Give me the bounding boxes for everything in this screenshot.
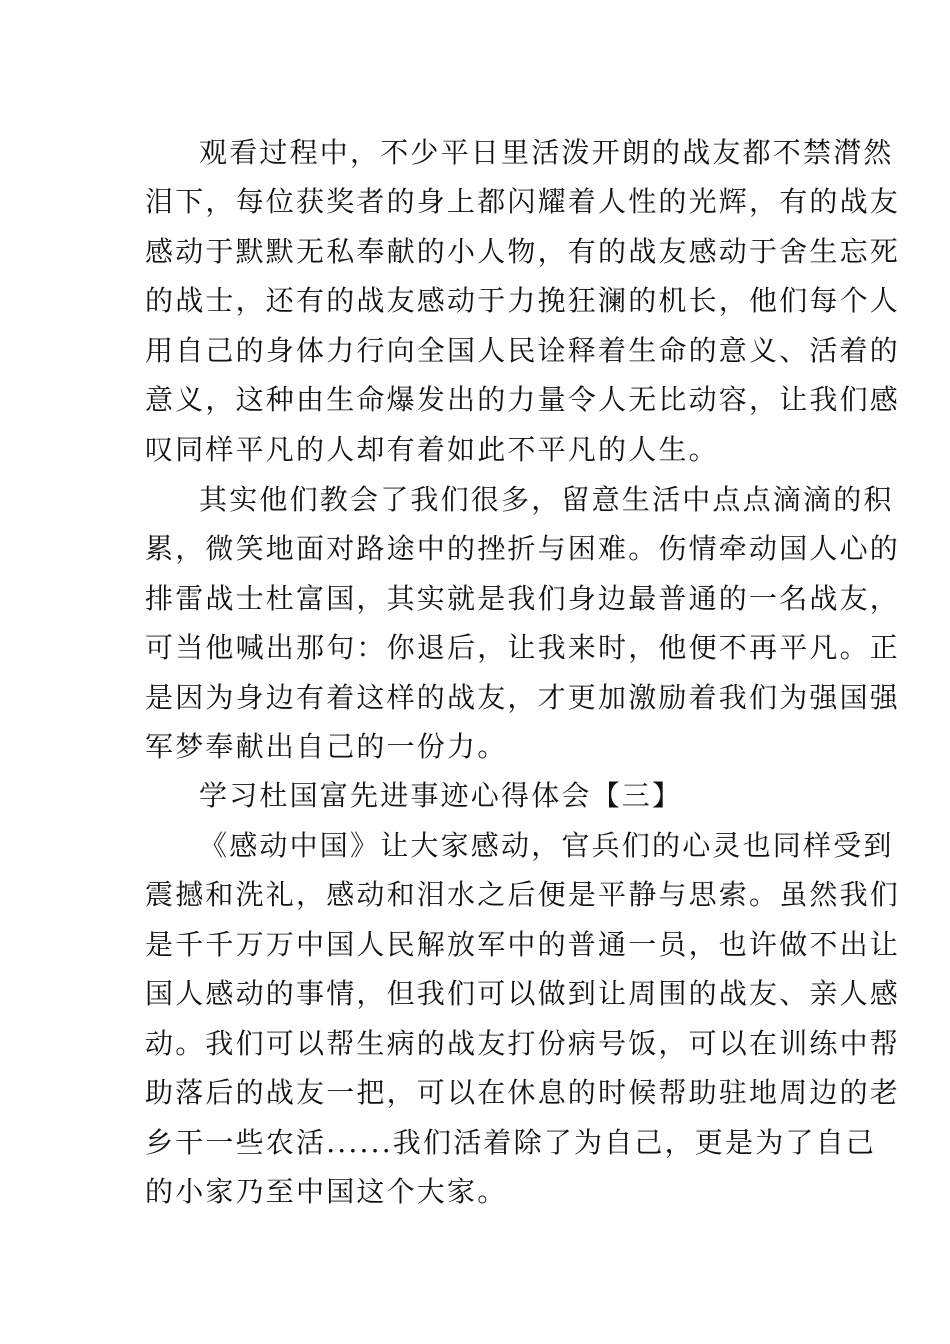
paragraph-3-line-8: 的小家乃至中国这个大家。: [145, 1175, 508, 1208]
paragraph-3-line-4: 国人感动的事情，但我们可以做到让周围的战友、亲人感: [145, 977, 901, 1010]
paragraph-1-line-7: 叹同样平凡的人却有着如此不平凡的人生。: [145, 433, 719, 466]
paragraph-2-line-3: 排雷战士杜富国，其实就是我们身边最普通的一名战友，: [145, 582, 901, 615]
paragraph-2-line-2: 累，微笑地面对路途中的挫折与困难。伤情牵动国人心的: [145, 532, 901, 565]
paragraph-1-line-4: 的战士，还有的战友感动于力挽狂澜的机长，他们每个人: [145, 284, 901, 317]
paragraph-3-line-2: 震撼和洗礼，感动和泪水之后便是平静与思索。虽然我们: [145, 878, 901, 911]
paragraph-1-line-2: 泪下，每位获奖者的身上都闪耀着人性的光辉，有的战友: [145, 185, 901, 218]
section-heading: 学习杜国富先进事迹心得体会【三】: [199, 779, 683, 812]
paragraph-3-line-6: 助落后的战友一把，可以在休息的时候帮助驻地周边的老: [145, 1076, 901, 1109]
paragraph-3-line-1: 《感动中国》让大家感动，官兵们的心灵也同样受到: [199, 829, 894, 862]
paragraph-1-line-6: 意义，这种由生命爆发出的力量令人无比动容，让我们感: [145, 383, 901, 416]
paragraph-3-line-5: 动。我们可以帮生病的战友打份病号饭，可以在训练中帮: [145, 1027, 901, 1060]
paragraph-1-line-3: 感动于默默无私奉献的小人物，有的战友感动于舍生忘死: [145, 235, 901, 268]
paragraph-3-line-7: 乡干一些农活......我们活着除了为自己，更是为了自己: [145, 1126, 877, 1159]
paragraph-2-line-4: 可当他喊出那句：你退后，让我来时，他便不再平凡。正: [145, 631, 901, 664]
paragraph-3-line-3: 是千千万万中国人民解放军中的普通一员，也许做不出让: [145, 928, 901, 961]
paragraph-2-line-6: 军梦奉献出自己的一份力。: [145, 730, 508, 763]
paragraph-2-line-1: 其实他们教会了我们很多，留意生活中点点滴滴的积: [199, 483, 894, 516]
paragraph-1-line-1: 观看过程中，不少平日里活泼开朗的战友都不禁潸然: [199, 136, 894, 169]
paragraph-2-line-5: 是因为身边有着这样的战友，才更加激励着我们为强国强: [145, 681, 901, 714]
paragraph-1-line-5: 用自己的身体力行向全国人民诠释着生命的意义、活着的: [145, 334, 901, 367]
